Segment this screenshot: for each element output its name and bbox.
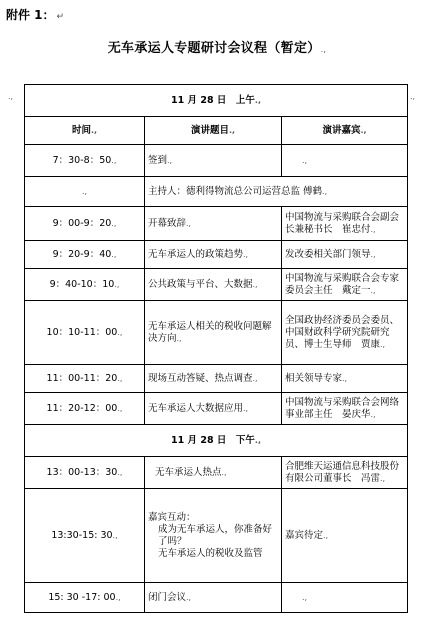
paragraph-mark-icon: ., — [8, 92, 14, 101]
time-cell: 15: 30 -17: 00., — [25, 583, 145, 613]
table-row — [25, 301, 408, 365]
session-label: 11 月 28 日 上午., — [25, 85, 408, 117]
speaker-cell: 相关领导专家., — [282, 365, 408, 393]
host-cell: 主持人：德利得物流总公司运营总监 傅鹤., — [145, 177, 408, 207]
table-row — [25, 177, 408, 207]
time-cell: 7：30-8：50., — [25, 145, 145, 177]
speaker-cell: 中国物流与采购联合会网络事业部主任 晏庆华., — [282, 393, 408, 425]
table-row — [25, 393, 408, 425]
table-row — [25, 365, 408, 393]
topic-cell: 公共政策与平台、大数据., — [145, 269, 282, 301]
speaker-cell: 发改委相关部门领导., — [282, 241, 408, 269]
topic-line: 成为无车承运人，你准备好了吗？ — [158, 523, 273, 547]
time-cell: 10：10-11：00., — [25, 301, 145, 365]
time-cell: 13:30-15: 30., — [25, 489, 145, 583]
speaker-cell: 中国物流与采购联合会副会长兼秘书长 崔忠付., — [282, 207, 408, 241]
table-row — [25, 269, 408, 301]
table-header-row — [25, 117, 408, 145]
topic-cell: 签到., — [145, 145, 282, 177]
time-cell: 9：40-10：10., — [25, 269, 145, 301]
table-row — [25, 583, 408, 613]
topic-cell: 无车承运人相关的税收问题解决方向., — [145, 301, 282, 365]
time-cell: ., — [25, 177, 145, 207]
attachment-label: 附件 1： ↵ — [6, 8, 65, 22]
topic-line: 嘉宾互动： — [148, 511, 196, 523]
topic-cell: 无车承运人大数据应用., — [145, 393, 282, 425]
time-cell: 9：20-9：40., — [25, 241, 145, 269]
topic-cell: 现场互动答疑、热点调查., — [145, 365, 282, 393]
paragraph-mark-icon: ., — [410, 92, 416, 101]
speaker-cell: ., — [282, 583, 408, 613]
time-cell: 11：20-12：00., — [25, 393, 145, 425]
speaker-cell: 嘉宾待定., — [282, 489, 408, 583]
speaker-cell: 合肥维天运通信息科技股份有限公司董事长 冯雷., — [282, 457, 408, 489]
topic-cell: 开幕致辞., — [145, 207, 282, 241]
topic-cell: 闭门会议., — [145, 583, 282, 613]
time-cell: 11：00-11：20., — [25, 365, 145, 393]
table-row — [25, 241, 408, 269]
session-label: 11 月 28 日 下午., — [25, 425, 408, 457]
table-row — [25, 457, 408, 489]
agenda-table — [24, 84, 408, 613]
speaker-cell: 全国政协经济委员会委员、中国财政科学研究院研究员、博士生导师 贾康., — [282, 301, 408, 365]
speaker-cell: 中国物流与采购联合会专家委员会主任 戴定一., — [282, 269, 408, 301]
header-speaker: 演讲嘉宾., — [282, 117, 408, 145]
header-time: 时间., — [25, 117, 145, 145]
paragraph-mark-icon: ↵ — [56, 12, 65, 22]
time-cell: 13：00-13：30., — [25, 457, 145, 489]
topic-cell: 无车承运人热点., — [145, 457, 282, 489]
speaker-cell: ., — [282, 145, 408, 177]
session-row-morning — [25, 85, 408, 117]
topic-line: 无车承运人的税收及监管 — [158, 547, 263, 559]
paragraph-mark-icon: ., — [320, 45, 327, 54]
time-cell: 9：00-9：20., — [25, 207, 145, 241]
topic-cell: 无车承运人的政策趋势., — [145, 241, 282, 269]
table-row — [25, 145, 408, 177]
table-row — [25, 207, 408, 241]
document-title: 无车承运人专题研讨会议程（暂定）., — [107, 41, 327, 56]
header-topic: 演讲题目., — [145, 117, 282, 145]
topic-cell — [145, 489, 282, 583]
session-row-afternoon — [25, 425, 408, 457]
table-row — [25, 489, 408, 583]
